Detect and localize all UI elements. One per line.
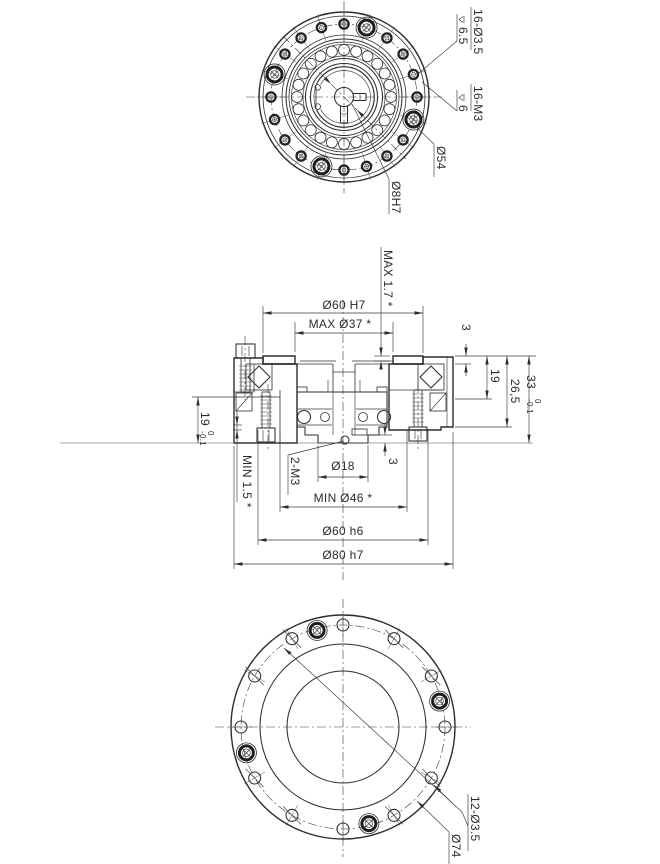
dim-bottom-spigot: Ø60 h6 — [322, 524, 364, 538]
label-counterbore-holes: 16-Ø3.5 — [471, 9, 485, 55]
leader-line — [422, 82, 457, 111]
leader-line — [284, 648, 462, 812]
label-center-bore: Ø8H7 — [389, 181, 403, 214]
label-tapped-holes: 16-M3 — [471, 86, 485, 122]
top-view-geometry — [246, 1, 442, 193]
label-bottom-holes: 12-Ø3.5 — [468, 796, 482, 842]
dim-step-3: 3 — [386, 458, 400, 465]
leader-line — [419, 41, 457, 73]
label-2-m3: 2-M3 — [288, 457, 302, 486]
dim-min-bore: MIN Ø46 * — [313, 491, 373, 505]
dim-top-spigot: Ø60 H7 — [322, 298, 366, 312]
dim-lip-3: 3 — [459, 324, 473, 331]
depth-symbol-icon — [459, 94, 464, 101]
label-counterbore-depth: 6.5 — [456, 27, 470, 45]
bottom-view — [215, 599, 482, 864]
leader-line — [434, 785, 452, 803]
dim-height-33: 33 — [524, 375, 538, 389]
section-view-geometry — [60, 247, 536, 580]
bottom-view-geometry — [215, 599, 471, 857]
leader-line — [417, 801, 449, 832]
section-view — [60, 247, 542, 580]
label-tapped-depth: 6 — [456, 105, 470, 112]
dim-min-clearance: MIN 1.5 * — [240, 455, 254, 508]
label-bolt-circle-top: Ø54 — [434, 146, 448, 170]
leader-line — [462, 812, 468, 826]
depth-symbol-icon — [459, 16, 464, 23]
dim-boss-dia: Ø18 — [331, 459, 355, 473]
top-view — [246, 1, 485, 214]
dim-height-19-left-tol-upper: 0 — [206, 431, 215, 436]
dim-height-33-tol-lower: -0.1 — [525, 399, 534, 414]
dim-height-26-5: 26,5 — [508, 379, 522, 404]
label-bolt-circle-bottom: Ø74 — [449, 834, 463, 858]
dim-max-bore: MAX Ø37 * — [308, 317, 372, 331]
dim-height-19-left-tol-lower: -0.1 — [198, 431, 207, 446]
dim-max-gap: MAX 1.7 * — [381, 250, 395, 307]
dim-height-19-left: 19 — [198, 412, 212, 426]
dim-height-19: 19 — [488, 369, 502, 383]
dim-outer-dia: Ø80 h7 — [322, 548, 364, 562]
dim-height-33-tol-upper: 0 — [533, 399, 542, 404]
